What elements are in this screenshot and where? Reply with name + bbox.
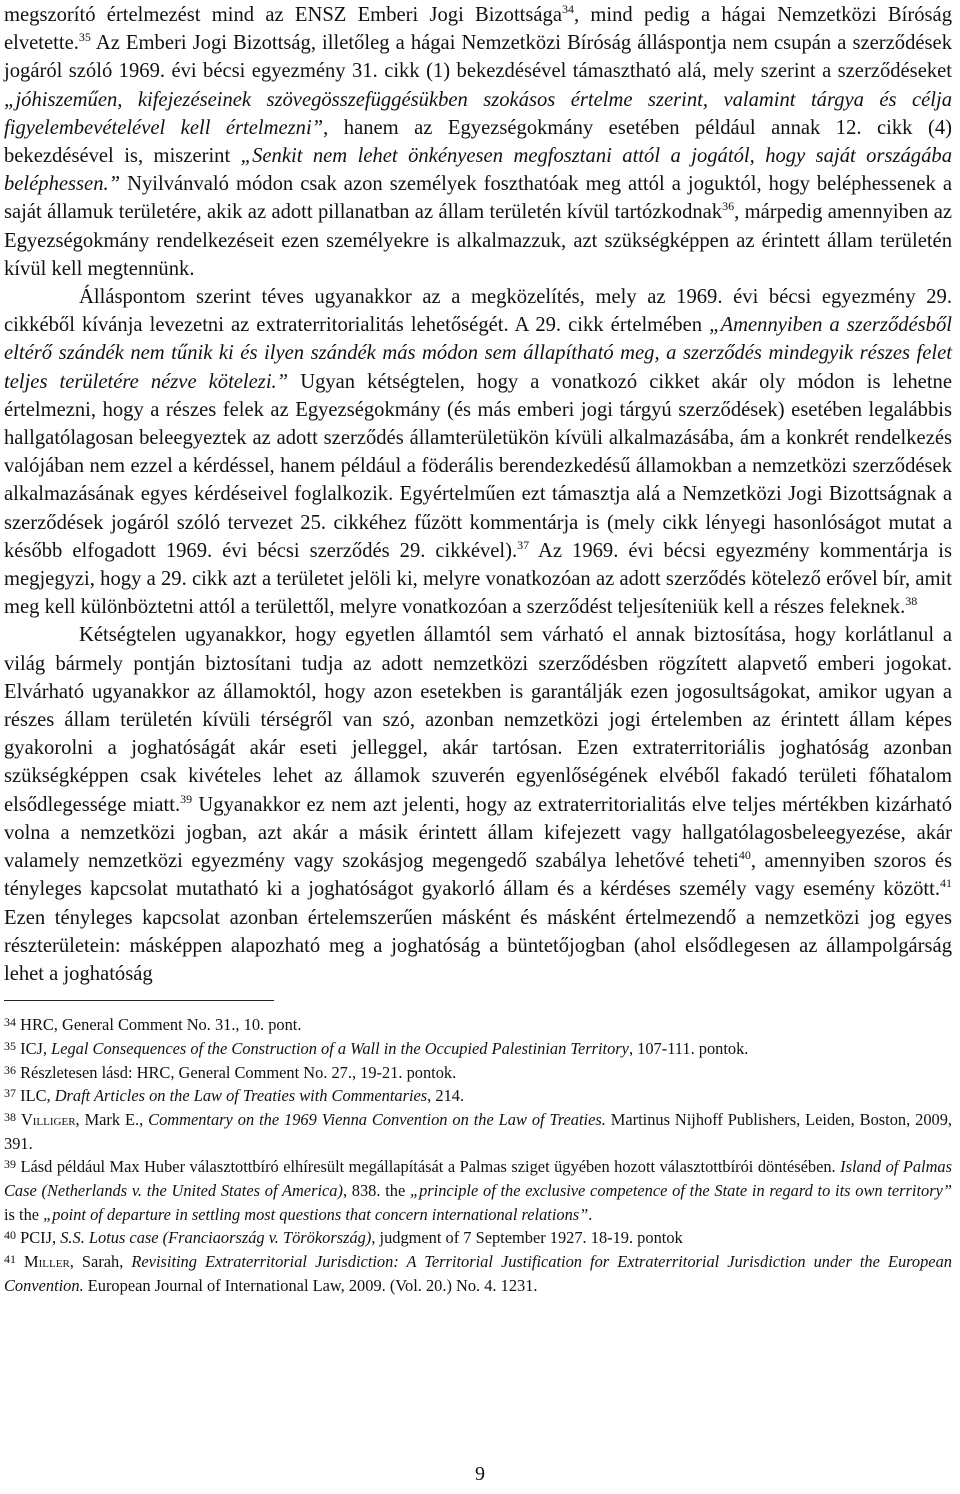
footnote: [4, 1250, 952, 1297]
author-name: Villiger: [20, 1109, 76, 1129]
italic-text: „point of departure in settling most questions that concern international relations”: [43, 1204, 589, 1224]
text-run: .: [588, 1204, 593, 1224]
footnote-number: 35: [4, 1038, 16, 1053]
italic-text: „jóhiszeműen, kifejezéseinek szövegösszefüggésükben szokásos értelme szerint, valamint tárgya és célja figyelembevételével kell értelmezni”: [4, 88, 952, 139]
footnote: [4, 1108, 952, 1155]
footnote: [4, 1084, 952, 1108]
footnote-ref: 34: [561, 2, 574, 16]
italic-text: Commentary on the 1969 Vienna Convention on the Law of Treaties.: [148, 1109, 606, 1129]
text-run: Ugyan kétségtelen, hogy a vonatkozó cikket akár oly módon is lehetne értelmezni, hogy a részes felek az Egyezségokmány (és más emberi jogi tárgyú szerződések) esetében legalábbis hallgatólagosan beleegyeztek az adott szerződés államterületükön kívüli alkalmazásába, ám a konkrét rendelkezés valójában nem ezzel a kérdéssel, hanem például a föderális berendezkedésű államokban a nemzetközi szerződések alkalmazásának egyes kérdéseivel foglalkozik. Egyértelműen ezt támasztja alá a Nemzetközi Jogi Bizottságnak a szerződések jogáról szóló tervezet 25. cikkéhez fűzött kommentárja is (mely cikk lényegi hasonlóságot mutat a később elfogadott 1969. évi bécsi szerződés 29. cikkével).: [4, 370, 952, 562]
footnote-ref: 40: [738, 848, 751, 863]
footnote: [4, 1013, 952, 1037]
text-run: , 214.: [427, 1086, 465, 1106]
italic-text: Legal Consequences of the Construction of a Wall in the Occupied Palestinian Territory: [51, 1038, 629, 1058]
text-run: Nyilvánvaló módon csak azon személyek foszthatóak meg attól a joguktól, hogy beléphessenek a saját államuk területére, akik az adott pillanatban az állam területén kívül tartózkodnak: [4, 173, 952, 224]
text-run: Részletesen lásd: HRC, General Comment No. 27., 19-21. pontok.: [20, 1062, 457, 1082]
footnote-number: 38: [4, 1109, 16, 1124]
italic-text: „Senkit nem lehet önkényesen megfosztani attól a jogától, hogy saját országába beléphessen.”: [4, 145, 952, 196]
footnote-ref: 39: [180, 791, 193, 806]
footnote: [4, 1226, 952, 1250]
text-run: , 107-111. pontok.: [628, 1038, 749, 1058]
text-run: Ezen tényleges kapcsolat azonban értelemszerűen másként és másként értelmezendő a nemzetközi jog egyes részterületein: másképpen alapozható meg a joghatóság a büntetőjogban (ahol elsődlegesen az állampolgárság lehet a joghatóság: [4, 906, 952, 985]
text-run: , hanem az Egyezségokmány esetében például annak 12. cikk (4) bekezdésével is, miszerint: [4, 116, 952, 168]
footnote-ref: 35: [78, 30, 91, 45]
footnote-ref: 36: [722, 199, 735, 214]
italic-text: „principle of the exclusive competence of the State in regard to its own territory”: [409, 1181, 952, 1201]
footnotes: [4, 1013, 952, 1297]
page-number: 9: [475, 1463, 485, 1485]
text-run: is the: [4, 1204, 44, 1224]
footnote-number: 37: [4, 1086, 16, 1101]
footnote-ref: 37: [517, 537, 530, 552]
italic-text: Draft Articles on the Law of Treaties with Commentaries: [54, 1086, 428, 1106]
italic-text: Revisiting Extraterritorial Jurisdiction: A Territorial Justification for Extraterritorial Jurisdiction under the European Convention.: [4, 1252, 952, 1295]
paragraph: [4, 621, 952, 988]
text-run: European Journal of International Law, 2009. (Vol. 20.) No. 4. 1231.: [83, 1275, 538, 1295]
document-page: [4, 0, 952, 1298]
footnote-separator: [4, 1000, 274, 1001]
text-run: , márpedig amennyiben az Egyezségokmány rendelkezéseit ezen személyekre is alkalmazzuk, azt szükségképpen az érintett állam területén kívül kell megtennünk.: [4, 201, 952, 280]
text-run: , amennyiben szoros és tényleges kapcsolat mutatható ki a joghatóságot gyakorló állam és a kérdéses személy vagy esemény között.: [4, 850, 952, 901]
footnote-number: 34: [4, 1015, 16, 1030]
paragraph: [4, 1, 952, 283]
text-run: ILC,: [20, 1086, 55, 1106]
text-run: PCIJ,: [20, 1228, 61, 1248]
text-run: megszorító értelmezést mind az ENSZ Emberi Jogi Bizottsága: [4, 4, 562, 26]
footnote-number: 40: [4, 1228, 16, 1243]
text-run: Martinus Nijhoff Publishers, Leiden, Boston, 2009, 391.: [4, 1109, 952, 1153]
footnote: [4, 1037, 952, 1061]
italic-text: S.S. Lotus case (Franciaország v. Törökország): [60, 1228, 372, 1248]
text-run: Álláspontom szerint téves ugyanakkor az a megközelítés, mely az 1969. évi bécsi egyezmény 29. cikkéből kívánja levezetni az extraterritorialitás lehetőségét. A 29. cikk értelmében: [4, 286, 952, 337]
footnote-ref: 38: [905, 594, 918, 609]
text-run: , Mark E.,: [75, 1109, 149, 1129]
footnote-number: 41: [4, 1252, 16, 1267]
text-run: , judgment of 7 September 1927. 18-19. pontok: [371, 1228, 683, 1248]
footnote-ref: 41: [940, 876, 952, 891]
paragraph: [4, 283, 952, 621]
footnote: [4, 1061, 952, 1085]
text-run: HRC, General Comment No. 31., 10. pont.: [20, 1015, 302, 1035]
text-run: , Sarah,: [69, 1252, 132, 1272]
author-name: Miller: [24, 1252, 70, 1272]
italic-text: Island of Palmas Case (Netherlands v. the United States of America): [4, 1157, 952, 1201]
footnote: [4, 1155, 952, 1226]
italic-text: „Amennyiben a szerződésből eltérő szándék nem tűnik ki és ilyen szándék más módon sem állapítható meg, a szerződés mindegyik részes felet teljes területére nézve kötelezi.”: [4, 314, 953, 393]
text-run: , 838. the: [342, 1181, 410, 1201]
text-run: Az Emberi Jogi Bizottság, illetőleg a hágai Nemzetközi Bíróság álláspontja nem csupán a szerződések jogáról szóló 1969. évi bécsi egyezmény 31. cikk (1) bekezdésével támasztható alá, mely szerint a szerződéseket: [4, 32, 952, 83]
text-run: Kétségtelen ugyanakkor, hogy egyetlen államtól sem várható el annak biztosítása, hogy korlátlanul a világ bármely pontján biztosítani tudja az adott nemzetközi szerződésben rögzített alapvető emberi jogokat. Elvárható ugyanakkor az államoktól, hogy azon esetekben is garantálják ezen jogosultságokat, amikor ugyan a részes állam területén kívüli térségről van szó, azonban nemzetközi jogi értelemben az érintett állam képes gyakorolni a joghatóságát akár eseti jelleggel, akár tartósan. Ezen extraterritoriális joghatóság azonban szükségképpen csak kivételes lehet az államok szuverén egyenlőségének elvéből fakadó területi főhatalom elsődlegessége miatt.: [4, 624, 952, 816]
main-text: [4, 1, 952, 988]
footnote-number: 36: [4, 1062, 16, 1077]
footnote-number: 39: [4, 1157, 16, 1172]
text-run: Lásd például Max Huber választottbíró elhíresült megállapítását a Palmas sziget ügyében hozott választottbírói döntésében.: [20, 1157, 841, 1177]
text-run: ICJ,: [20, 1038, 52, 1058]
text-run: , mind pedig a hágai Nemzetközi Bíróság elvetette.: [4, 4, 952, 55]
text-run: Az 1969. évi bécsi egyezmény kommentárja is megjegyzi, hogy a 29. cikk azt a területet jelöli ki, melyre vonatkozóan az adott szerződés kötelező erővel bír, amit meg kell különböztetni attól a területtől, melyre vonatkozóan a szerződést teljesíteniük kell a részes feleknek.: [4, 539, 952, 619]
text-run: Ugyanakkor ez nem azt jelenti, hogy az extraterritorialitás elve teljes mértékben kizárható volna a nemzetközi jogban, azt akár a másik érintett állam kifejezett vagy hallgatólagosbeleegyezése, akár valamely nemzetközi egyezmény vagy szokásjog megengedő szabálya lehetővé teheti: [4, 793, 952, 873]
